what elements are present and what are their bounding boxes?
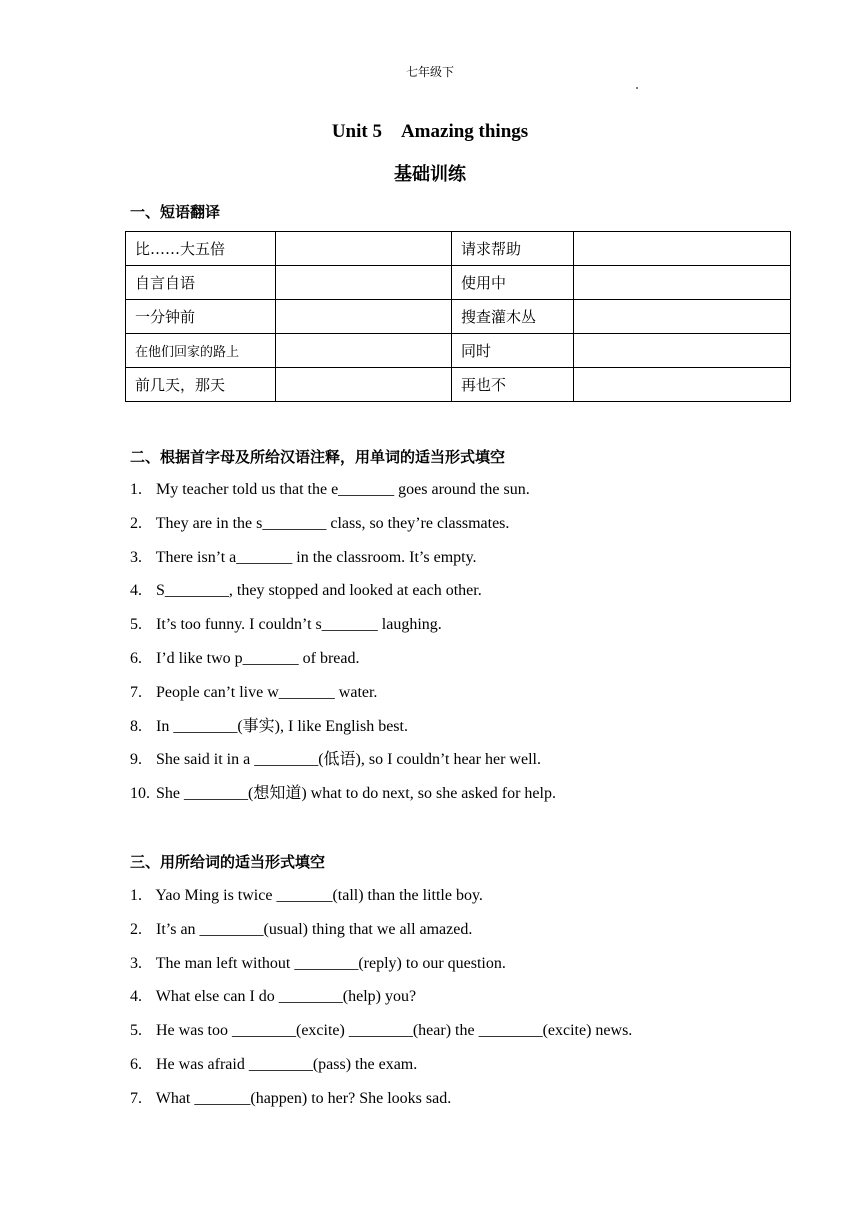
item-number: 8. (130, 717, 142, 735)
stray-dot (636, 87, 638, 89)
phrase-cell: 在他们回家的路上 (126, 334, 276, 368)
grade-header: 七年级下 (405, 65, 454, 79)
page-subtitle: 基础训练 (394, 164, 466, 185)
list-item (130, 1055, 632, 1089)
fill-in-list-3 (130, 886, 632, 1123)
item-text: What else can I do ________(help) you? (155, 988, 417, 1006)
list-item (130, 750, 556, 784)
list-item (130, 920, 632, 954)
phrase-cell: 前几天，那天 (126, 368, 276, 402)
list-item (130, 717, 556, 751)
table-row (126, 368, 791, 402)
item-number: 3. (130, 548, 142, 566)
phrase-cell: 自言自语 (126, 266, 276, 300)
list-item (130, 987, 632, 1021)
section-2-heading: 二、根据首字母及所给汉语注释，用单词的适当形式填空 (130, 448, 506, 466)
phrase-translation-table (125, 231, 791, 402)
item-text: It’s an ________(usual) thing that we all amazed. (156, 920, 473, 938)
item-number: 2. (130, 514, 142, 532)
item-number: 7. (130, 1089, 142, 1107)
list-item (130, 548, 556, 582)
item-text: Yao Ming is twice _______(tall) than the little boy. (155, 887, 483, 904)
answer-cell[interactable] (276, 300, 452, 334)
answer-cell[interactable] (574, 334, 791, 368)
list-item (130, 683, 556, 717)
unit-title: Unit 5 Amazing things (331, 121, 529, 142)
item-text: He was too ________(excite) ________(hear) the ________(excite) news. (156, 1022, 633, 1040)
item-text: She ________(想知道) what to do next, so she asked for help. (156, 785, 556, 803)
phrase-cell: 请求帮助 (452, 232, 574, 266)
item-text: The man left without ________(reply) to our question. (155, 954, 506, 972)
list-item (130, 581, 556, 615)
fill-in-list-2 (130, 480, 556, 818)
item-number: 3. (130, 954, 142, 972)
item-text: What _______(happen) to her? She looks sad. (155, 1089, 452, 1107)
item-text: He was afraid ________(pass) the exam. (156, 1055, 418, 1073)
phrase-cell: 一分钟前 (126, 300, 276, 334)
list-item (130, 615, 556, 649)
item-text: There isn’t a_______ in the classroom. It’s empty. (155, 548, 477, 566)
answer-cell[interactable] (276, 266, 452, 300)
item-number: 2. (130, 920, 142, 938)
table-row (126, 232, 791, 266)
list-item (130, 954, 632, 988)
section-1-heading: 一、短语翻译 (130, 203, 221, 221)
item-number: 4. (130, 988, 142, 1006)
answer-cell[interactable] (574, 368, 791, 402)
answer-cell[interactable] (276, 368, 452, 402)
section-3-heading: 三、用所给词的适当形式填空 (130, 853, 326, 871)
answer-cell[interactable] (574, 300, 791, 334)
item-text: S________, they stopped and looked at each other. (156, 582, 482, 600)
item-number: 9. (130, 751, 142, 769)
item-text: She said it in a ________(低语), so I couldn’t hear her well. (156, 751, 541, 769)
item-text: My teacher told us that the e_______ goes around the sun. (156, 481, 530, 498)
item-text: They are in the s________ class, so they’re classmates. (155, 514, 510, 532)
item-text: People can’t live w_______ water. (156, 683, 378, 701)
phrase-cell: 使用中 (452, 266, 574, 300)
item-number: 6. (130, 1055, 142, 1073)
answer-cell[interactable] (276, 232, 452, 266)
answer-cell[interactable] (574, 266, 791, 300)
list-item (130, 649, 556, 683)
phrase-cell: 再也不 (452, 368, 574, 402)
item-text: In ________(事实), I like English best. (156, 717, 408, 735)
item-number: 1. (130, 481, 142, 498)
list-item (130, 480, 556, 514)
item-text: It’s too funny. I couldn’t s_______ laughing. (156, 616, 442, 634)
item-number: 5. (130, 616, 142, 634)
list-item (130, 1089, 632, 1123)
phrase-cell: 比……大五倍 (126, 232, 276, 266)
table-row (126, 266, 791, 300)
item-number: 10. (130, 785, 150, 803)
list-item (130, 784, 556, 818)
phrase-cell: 搜查灌木丛 (452, 300, 574, 334)
answer-cell[interactable] (574, 232, 791, 266)
answer-cell[interactable] (276, 334, 452, 368)
item-number: 7. (130, 683, 142, 701)
table-row (126, 300, 791, 334)
list-item (130, 514, 556, 548)
phrase-cell: 同时 (452, 334, 574, 368)
item-number: 5. (130, 1022, 142, 1040)
list-item (130, 1021, 632, 1055)
item-number: 4. (130, 582, 142, 600)
item-number: 6. (130, 649, 142, 667)
list-item (130, 886, 632, 920)
item-number: 1. (130, 887, 142, 904)
table-row (126, 334, 791, 368)
item-text: I’d like two p_______ of bread. (156, 649, 360, 667)
